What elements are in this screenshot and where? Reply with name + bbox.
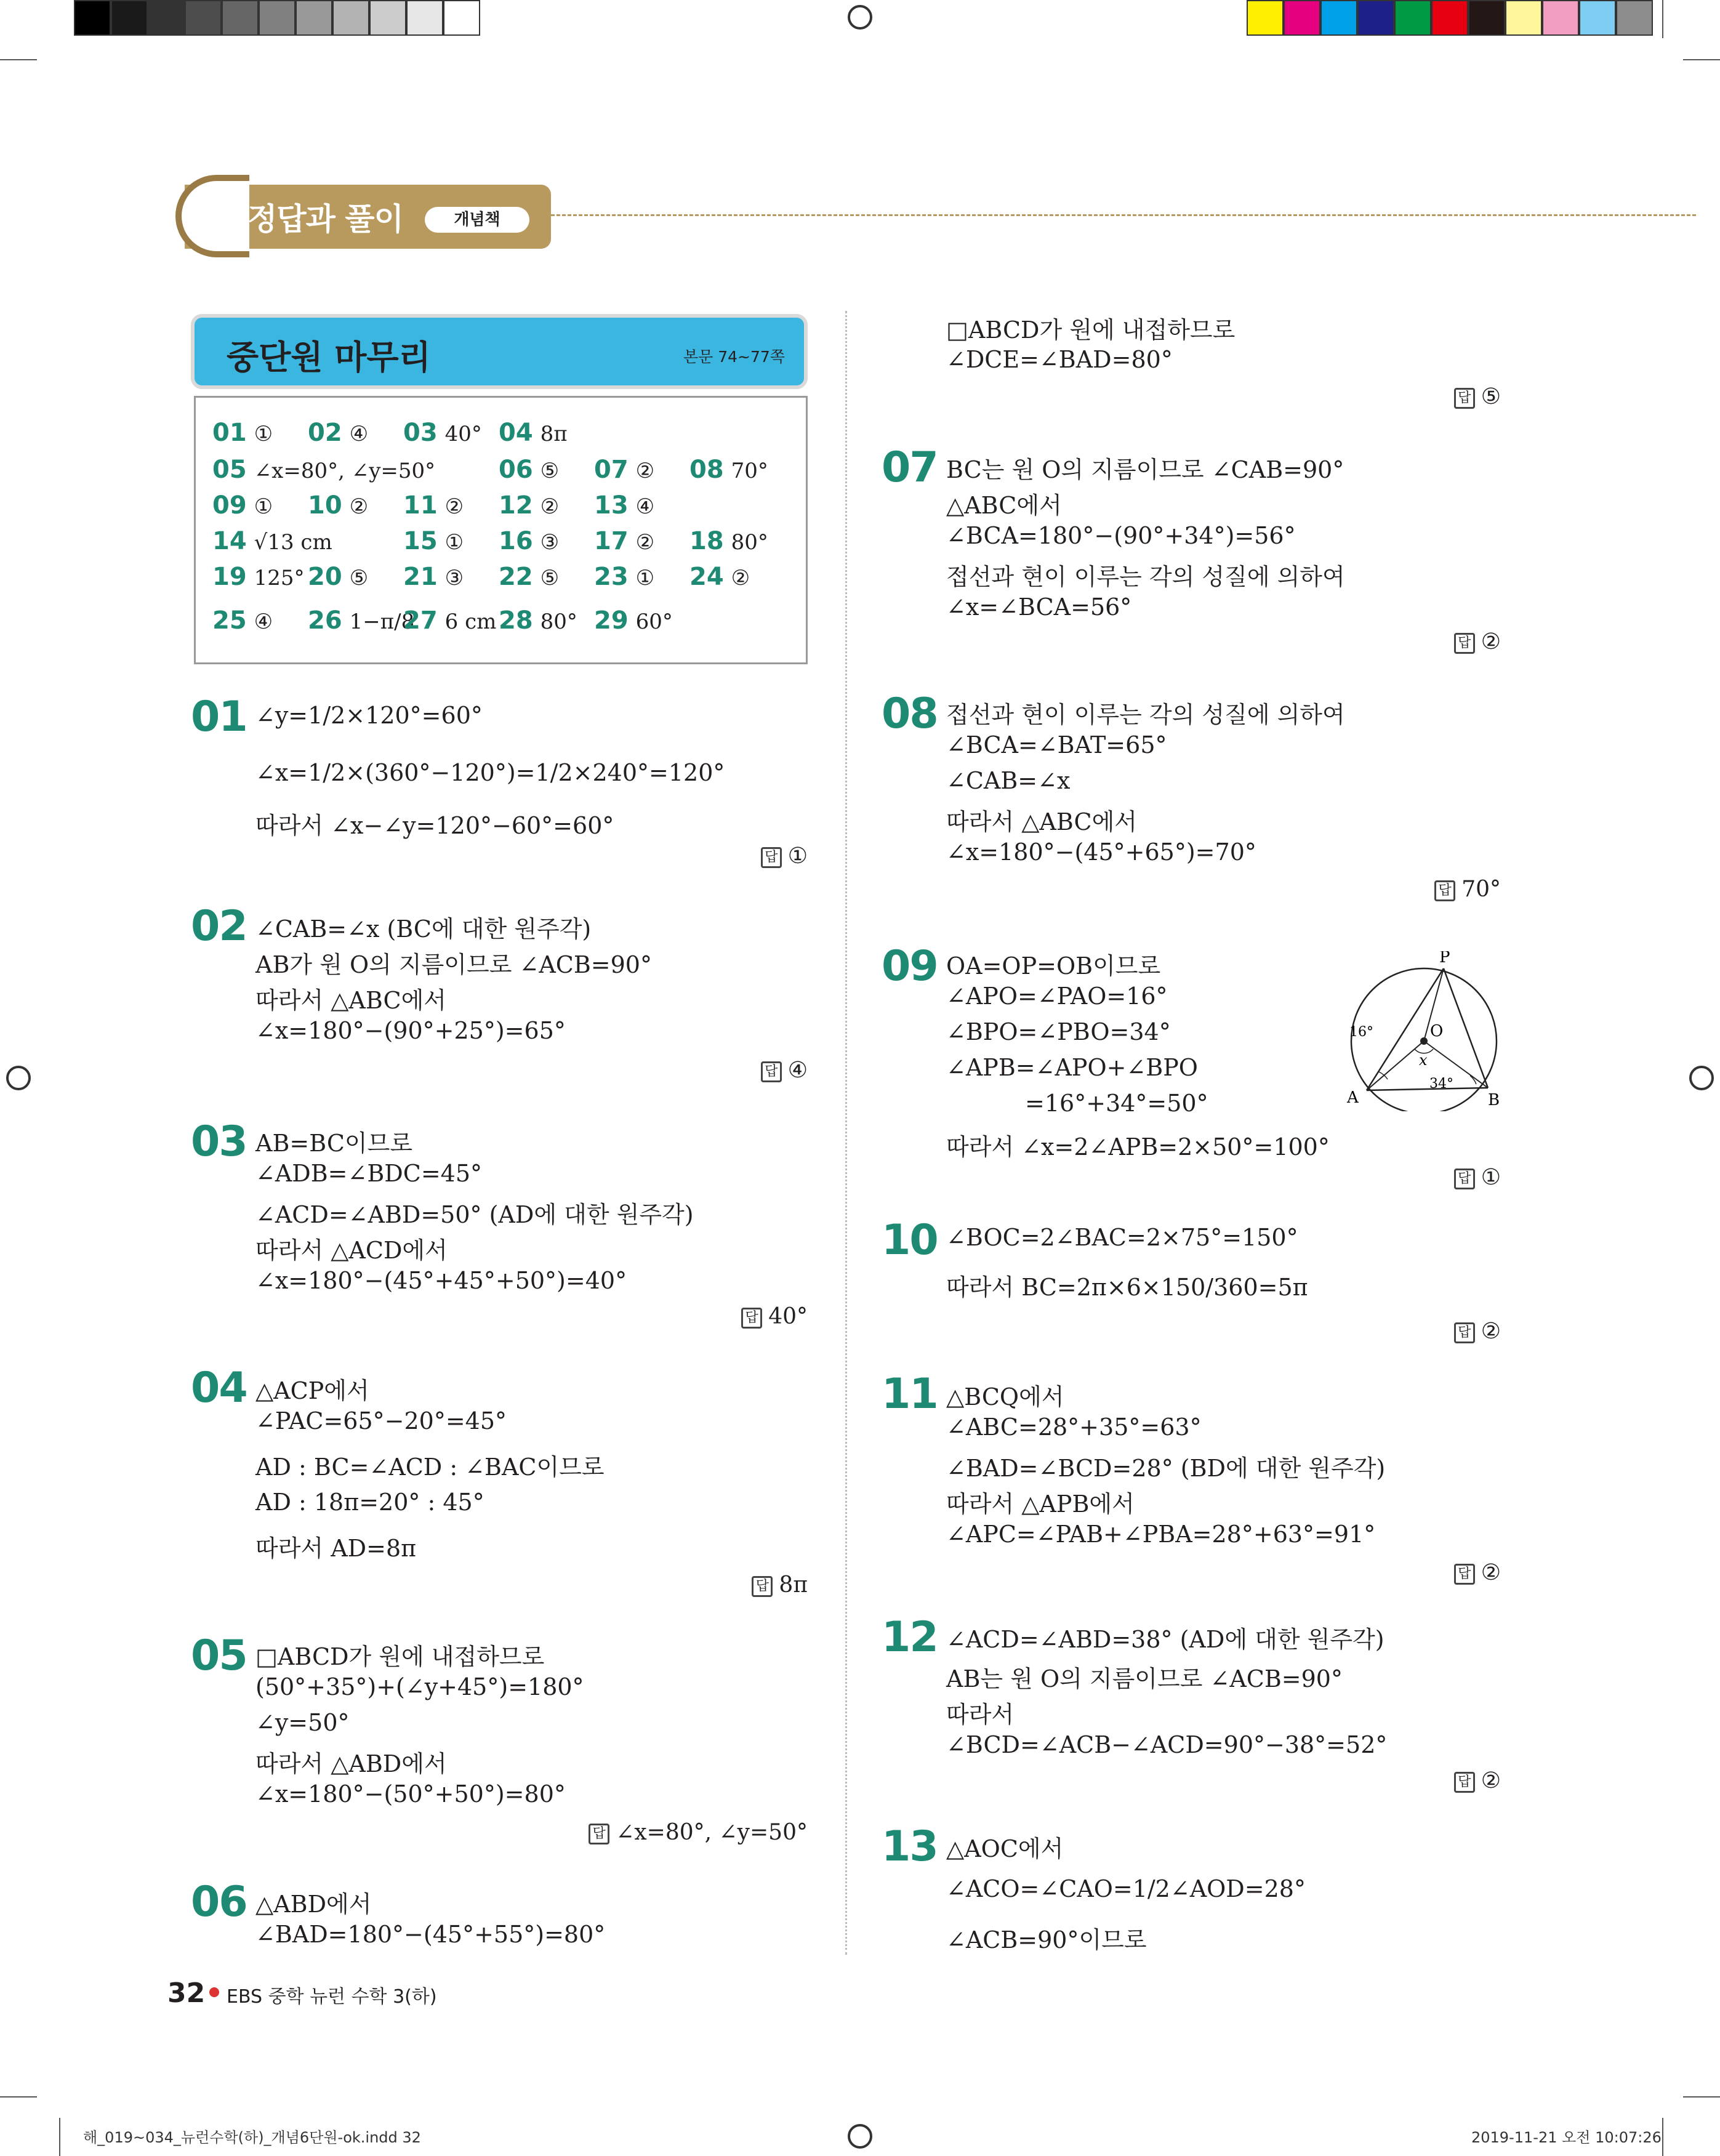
answer-value: ⑤ [540,459,560,483]
answer-value: ① [254,422,273,446]
answer-number: 18 [689,527,724,555]
crop-mark [1662,2118,1663,2156]
problem-number: 03 [191,1117,247,1166]
answer-item [212,606,273,635]
footer-bullet [209,1987,219,1997]
answer-item [594,606,673,635]
solution-line: ∠ACO=∠CAO=1/2∠AOD=28° [946,1875,1306,1902]
answer-number: 25 [212,606,247,635]
solution-line: AB가 원 O의 지름이므로 ∠ACB=90° [255,951,652,978]
answer-icon: 답 [1454,388,1475,409]
answer-item [308,419,368,447]
answer-number: 04 [499,419,533,447]
answer-item [403,419,482,447]
answer-number: 03 [403,419,438,447]
answer-value: ⑤ [349,566,369,590]
answer-value: ① [635,566,655,590]
answer-number: 15 [403,527,438,555]
answer-number: 28 [499,606,533,635]
crop-mark [0,59,37,60]
solution-line: ∠BPO=∠PBO=34° [946,1018,1171,1045]
solution-line: ∠CAB=∠x (BC에 대한 원주각) [255,915,592,943]
answer-mark [1454,1768,1501,1793]
answer-value: ② [540,494,560,519]
answer-number: 23 [594,563,629,591]
crop-mark [1683,2096,1720,2098]
solution-line: ∠BAD=∠BCD=28° (BD에 대한 원주각) [946,1455,1386,1482]
solution-line: ∠APO=∠PAO=16° [946,983,1168,1010]
answer-value: ② [444,494,464,519]
answer-value: 125° [254,566,305,590]
answer-value: ④ [349,422,369,446]
solution-line: ∠x=180°−(45°+65°)=70° [946,839,1256,866]
solution-line: AD : 18π=20° : 45° [255,1489,484,1516]
answer-icon: 답 [1454,1564,1475,1585]
solution-line: ∠CAB=∠x [946,767,1071,794]
problem-number: 07 [882,443,938,492]
solution-line: 접선과 현이 이루는 각의 성질에 의하여 [946,701,1345,728]
problem-number: 08 [882,690,938,738]
answer-value: ② [635,530,655,555]
answer-mark [1454,1560,1501,1585]
solution-line: ∠BCD=∠ACB−∠ACD=90°−38°=52° [946,1731,1388,1758]
answer-item [499,563,559,591]
solution-line: ∠DCE=∠BAD=80° [946,346,1173,373]
answer-item [212,456,435,484]
solution-line: ∠ACD=∠ABD=50° (AD에 대한 원주각) [255,1201,694,1228]
answer-icon: 답 [1454,1169,1475,1189]
solution-line: BC는 원 O의 지름이므로 ∠CAB=90° [946,456,1344,483]
answer-number: 01 [212,419,247,447]
problem-number: 11 [882,1370,938,1418]
print-date: 2019-11-21 오전 10:07:26 [1471,2129,1662,2146]
solution-line: AB=BC이므로 [255,1130,413,1157]
print-file-name: 해_019~034_뉴런수학(하)_개념6단원-ok.indd 32 [83,2129,421,2146]
registration-mark-left [6,1066,31,1090]
answer-value: ③ [444,566,464,590]
page-number: 32 [167,1977,206,2009]
solution-line: ∠BCA=180°−(90°+34°)=56° [946,522,1296,549]
answer-value: 6 cm [444,609,497,634]
answer-number: 20 [308,563,342,591]
answer-item [308,606,414,635]
solution-line: □ABCD가 원에 내접하므로 [255,1643,545,1670]
label-16: 16° [1349,1024,1373,1040]
answer-text: ∠x=80°, ∠y=50° [616,1820,808,1845]
answer-icon: 답 [1434,880,1455,901]
answer-text: 8π [779,1572,808,1598]
solution-line: ∠BCA=∠BAT=65° [946,731,1167,758]
answer-item [403,527,464,555]
answer-value: ③ [540,530,560,555]
answer-text: ⑤ [1481,384,1501,409]
solution-line: ∠ADB=∠BDC=45° [255,1160,483,1187]
answer-number: 07 [594,456,629,484]
answer-text: ② [1481,1560,1501,1585]
answer-text: 40° [768,1304,808,1329]
solution-line: 따라서 AD=8π [255,1535,417,1562]
solution-line: ∠BAD=180°−(45°+55°)=80° [255,1921,606,1948]
answer-icon: 답 [761,1061,782,1082]
answer-item [594,527,654,555]
solution-line: △AOC에서 [946,1835,1064,1862]
answer-value: √13 cm [254,530,332,555]
answer-icon: 답 [1454,1322,1475,1343]
answer-number: 19 [212,563,247,591]
answer-item [499,606,577,635]
problem-number: 05 [191,1631,247,1680]
answer-number: 22 [499,563,533,591]
answer-text: ① [787,843,808,869]
crop-mark [0,2096,37,2098]
answer-item [212,419,273,447]
answer-value: ② [349,494,369,519]
solution-line: 따라서 ∠x=2∠APB=2×50°=100° [946,1133,1330,1160]
answer-number: 26 [308,606,342,635]
crop-mark [1662,0,1663,38]
footer-book-title: EBS 중학 뉴런 수학 3(하) [227,1986,437,2008]
solution-line: AD : BC=∠ACD : ∠BAC이므로 [255,1454,605,1481]
answer-value: ∠x=80°, ∠y=50° [254,459,436,483]
registration-mark-top [848,5,872,30]
answer-value: 80° [731,530,768,555]
answer-text: ② [1481,629,1501,654]
answer-icon: 답 [761,847,782,868]
answer-value: ④ [254,609,273,634]
solution-line: 따라서 △APB에서 [946,1490,1135,1518]
answer-item [403,563,464,591]
problem-number: 02 [191,902,247,951]
answer-value: 80° [540,609,577,634]
answer-value: 60° [635,609,673,634]
segment-OA [1367,1041,1424,1090]
answer-icon: 답 [741,1308,762,1329]
solution-line: 따라서 ∠x−∠y=120°−60°=60° [255,812,614,839]
solution-line: 따라서 △ABC에서 [255,987,446,1014]
solution-line: □ABCD가 원에 내접하므로 [946,316,1236,344]
solution-line: ∠x=180°−(50°+50°)=80° [255,1780,566,1808]
answer-number: 10 [308,491,342,520]
figure-09-circle [1342,951,1502,1111]
answer-text: ② [1481,1768,1501,1793]
center-O [1420,1037,1428,1045]
answer-number: 08 [689,456,724,484]
solution-line: ∠x=180°−(90°+25°)=65° [255,1017,566,1044]
solution-line: (50°+35°)+(∠y+45°)=180° [255,1673,584,1700]
solution-line: 따라서 △ABD에서 [255,1750,447,1777]
answer-number: 12 [499,491,533,520]
answer-icon: 답 [1454,1772,1475,1793]
solution-line: 따라서 [946,1701,1015,1728]
problem-number: 01 [191,693,247,741]
problem-number: 09 [882,942,938,991]
crop-mark [59,2118,60,2156]
answer-mark [1454,1319,1501,1344]
solution-line: ∠x=∠BCA=56° [946,593,1132,621]
solution-line: ∠APB=∠APO+∠BPO [946,1054,1198,1081]
solution-line: 따라서 △ABC에서 [946,808,1137,835]
answer-number: 09 [212,491,247,520]
header-pill: 개념책 [425,207,529,233]
problem-number: 04 [191,1364,247,1412]
answer-mark [752,1572,808,1598]
label-O: O [1430,1022,1444,1040]
answer-item [594,563,654,591]
solution-line: ∠x=1/2×(360°−120°)=1/2×240°=120° [255,759,725,786]
label-P: P [1439,951,1450,967]
answer-mark [741,1304,808,1329]
solution-line: ∠ABC=28°+35°=63° [946,1414,1202,1441]
answer-number: 02 [308,419,342,447]
solution-line: ∠BOC=2∠BAC=2×75°=150° [946,1224,1298,1251]
solution-line: ∠PAC=65°−20°=45° [255,1407,507,1434]
answer-item [689,456,768,484]
solution-line: AB는 원 O의 지름이므로 ∠ACB=90° [946,1665,1343,1692]
column-separator [845,311,847,1955]
answer-item [212,491,273,520]
answer-item [212,527,332,555]
answer-value: 70° [731,459,768,483]
solution-line: △ACP에서 [255,1377,369,1404]
crop-mark [1683,59,1720,60]
registration-mark-right [1689,1066,1714,1090]
answer-item [499,527,559,555]
problem-number: 12 [882,1613,938,1662]
problem-number: 10 [882,1216,938,1265]
label-A: A [1347,1088,1359,1107]
answer-value: ① [254,494,273,519]
answer-text: ② [1481,1319,1501,1344]
answer-number: 06 [499,456,533,484]
answer-text: ① [1481,1165,1501,1190]
answer-number: 05 [212,456,247,484]
header-title: 정답과 풀이 [247,201,403,237]
answer-value: ⑤ [540,566,560,590]
answer-mark [761,843,808,869]
answer-icon: 답 [1454,633,1475,654]
answer-item [499,456,559,484]
answer-icon: 답 [589,1824,609,1844]
answer-value: ② [731,566,750,590]
solution-line: =16°+34°=50° [1025,1090,1208,1117]
answer-number: 11 [403,491,438,520]
answer-mark [1454,1165,1501,1190]
answer-value: ② [635,459,655,483]
answer-number: 14 [212,527,247,555]
solution-line: ∠APC=∠PAB+∠PBA=28°+63°=91° [946,1521,1376,1548]
answer-item [499,491,559,520]
answer-number: 21 [403,563,438,591]
answer-number: 27 [403,606,438,635]
answer-mark [1454,384,1501,409]
problem-number: 06 [191,1878,247,1926]
solution-line: 따라서 BC=2π×6×150/360=5π [946,1274,1308,1301]
solution-line: △BCQ에서 [946,1383,1064,1410]
solution-line: ∠ACD=∠ABD=38° (AD에 대한 원주각) [946,1626,1384,1653]
answer-item [689,527,768,555]
answer-value: 1−π/8 [349,609,415,634]
answer-item [308,491,368,520]
answer-value: ④ [635,494,655,519]
solution-line: OA=OP=OB이므로 [946,952,1161,979]
answer-mark [589,1820,808,1845]
answer-item [403,606,496,635]
segment-PB [1444,968,1488,1088]
segment-AB [1367,1088,1488,1090]
answer-number: 17 [594,527,629,555]
solution-line: ∠y=1/2×120°=60° [255,702,483,729]
label-B: B [1488,1091,1500,1109]
answer-item [403,491,464,520]
solution-line: ∠ACB=90°이므로 [946,1926,1147,1953]
answer-number: 13 [594,491,629,520]
solution-line: ∠x=180°−(45°+45°+50°)=40° [255,1267,627,1294]
header-divider [551,214,1696,216]
answer-value: 40° [444,422,482,446]
solution-line: △ABD에서 [255,1891,372,1918]
solution-line: △ABC에서 [946,492,1062,519]
answer-value: ① [444,530,464,555]
solution-line: 접선과 현이 이루는 각의 성질에 의하여 [946,563,1345,590]
answer-mark [1454,629,1501,654]
registration-mark-bottom [848,2124,872,2149]
answer-text: 70° [1461,877,1501,902]
answer-item [499,419,568,447]
answer-item [594,491,654,520]
answer-number: 29 [594,606,629,635]
label-34: 34° [1429,1076,1453,1092]
answer-number: 24 [689,563,724,591]
section-page-ref: 본문 74~77쪽 [683,348,785,366]
answer-item [689,563,750,591]
answer-item [212,563,305,591]
answer-item [308,563,368,591]
answer-number: 16 [499,527,533,555]
solution-line: ∠y=50° [255,1709,350,1736]
solution-line: 따라서 △ACD에서 [255,1237,448,1264]
answer-icon: 답 [752,1576,773,1597]
answer-mark [1434,877,1501,902]
problem-number: 13 [882,1822,938,1871]
label-x: x [1419,1052,1428,1069]
section-title: 중단원 마무리 [227,338,431,377]
answer-text: ④ [787,1058,808,1083]
answer-mark [761,1058,808,1083]
answer-value: 8π [540,422,568,446]
answer-item [594,456,654,484]
